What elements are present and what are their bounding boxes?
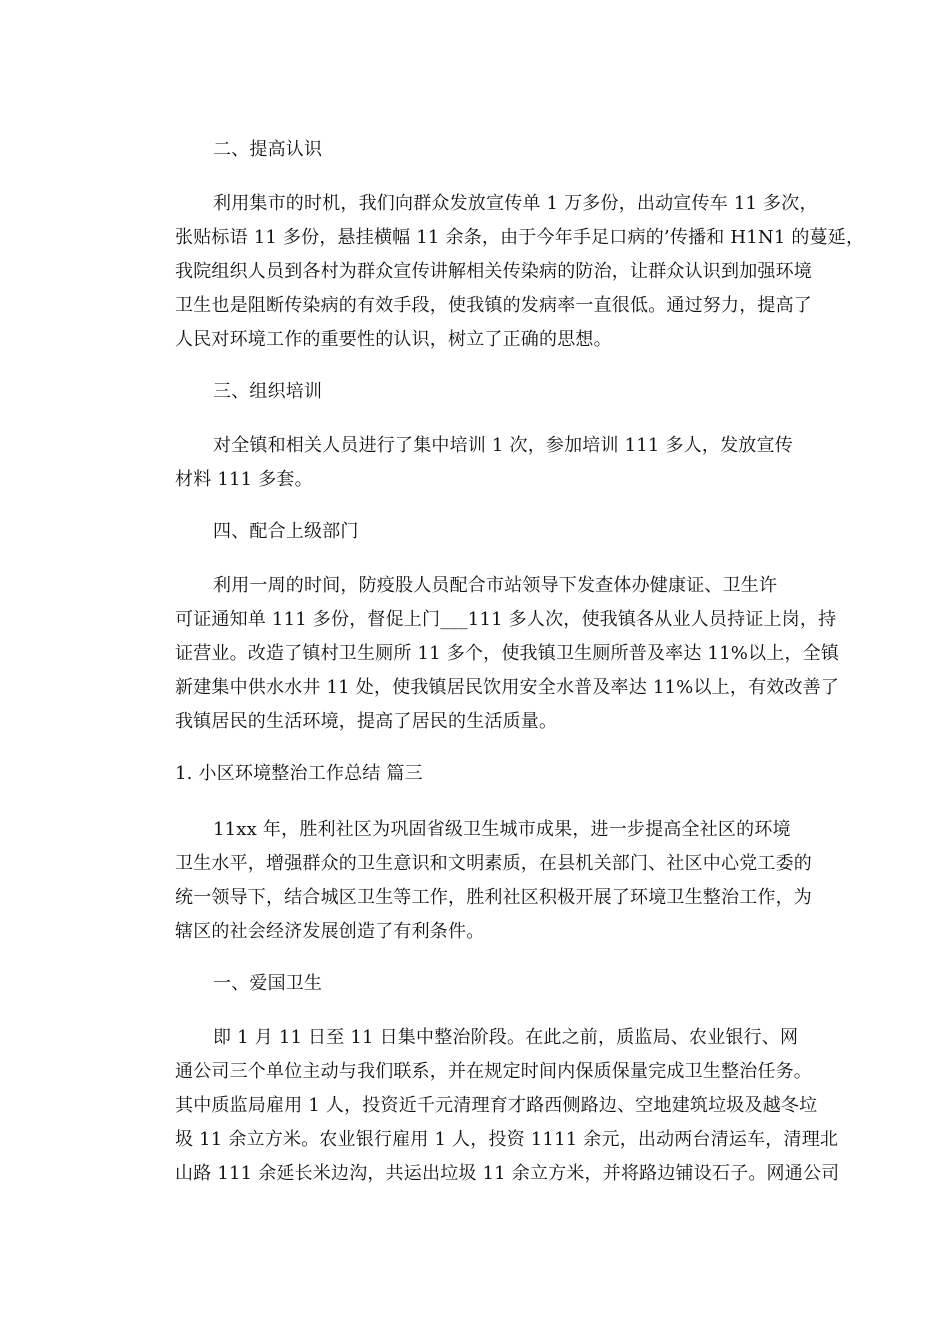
paragraph-line: 11xx 年，胜利社区为巩固省级卫生城市成果，进一步提高全社区的环境	[213, 819, 791, 840]
paragraph-line: 利用一周的时间，防疫股人员配合市站领导下发查体办健康证、卫生许	[213, 575, 778, 596]
paragraph-line: 材料 111 多套。	[175, 469, 313, 490]
paragraph-line: 对全镇和相关人员进行了集中培训 1 次，参加培训 111 多人，发放宣传	[213, 435, 793, 456]
paragraph-line: 人民对环境工作的重要性的认识，树立了正确的思想。	[175, 329, 612, 350]
paragraph-line: 张贴标语 11 多份，悬挂横幅 11 余条，由于今年手足口病的’传播和 H1N1 的蔓延，	[175, 227, 865, 248]
paragraph-line: 统一领导下，结合城区卫生等工作，胜利社区积极开展了环境卫生整治工作，为	[175, 887, 812, 908]
paragraph-line: 新建集中供水水井 11 处，使我镇居民饮用安全水普及率达 11%以上，有效改善了	[175, 677, 840, 698]
paragraph-line: 辖区的社会经济发展创造了有利条件。	[175, 921, 485, 942]
section-heading: 四、配合上级部门	[213, 521, 359, 542]
paragraph-line: 山路 111 余延长米边沟，共运出垃圾 11 余立方米，并将路边铺设石子。网通公司	[175, 1163, 840, 1184]
article-title: 1. 小区环境整治工作总结 篇三	[175, 763, 423, 784]
paragraph-line: 其中质监局雇用 1 人，投资近千元清理育才路西侧路边、空地建筑垃圾及越冬垃	[175, 1095, 818, 1116]
paragraph-line: 卫生也是阻断传染病的有效手段，使我镇的发病率一直很低。通过努力，提高了	[175, 295, 812, 316]
paragraph-line: 证营业。改造了镇村卫生厕所 11 多个，使我镇卫生厕所普及率达 11%以上，全镇	[175, 643, 840, 664]
section-heading: 一、爱国卫生	[213, 973, 323, 994]
paragraph-line: 通公司三个单位主动与我们联系，并在规定时间内保质保量完成卫生整治任务。	[175, 1061, 812, 1082]
paragraph-line: 我镇居民的生活环境，提高了居民的生活质量。	[175, 711, 558, 732]
paragraph-line: 即 1 月 11 日至 11 日集中整治阶段。在此之前，质监局、农业银行、网	[213, 1027, 799, 1048]
paragraph-line: 可证通知单 111 多份，督促上门___111 多人次，使我镇各从业人员持证上岗，持	[175, 609, 837, 630]
paragraph-line: 利用集市的时机，我们向群众发放宣传单 1 万多份，出动宣传车 11 多次，	[213, 193, 818, 214]
paragraph-line: 圾 11 余立方米。农业银行雇用 1 人，投资 1111 余元，出动两台清运车，清理北	[175, 1129, 839, 1150]
section-heading: 二、提高认识	[213, 139, 323, 160]
paragraph-line: 卫生水平，增强群众的卫生意识和文明素质，在县机关部门、社区中心党工委的	[175, 853, 812, 874]
section-heading: 三、组织培训	[213, 381, 323, 402]
paragraph-line: 我院组织人员到各村为群众宣传讲解相关传染病的防治，让群众认识到加强环境	[175, 261, 812, 282]
